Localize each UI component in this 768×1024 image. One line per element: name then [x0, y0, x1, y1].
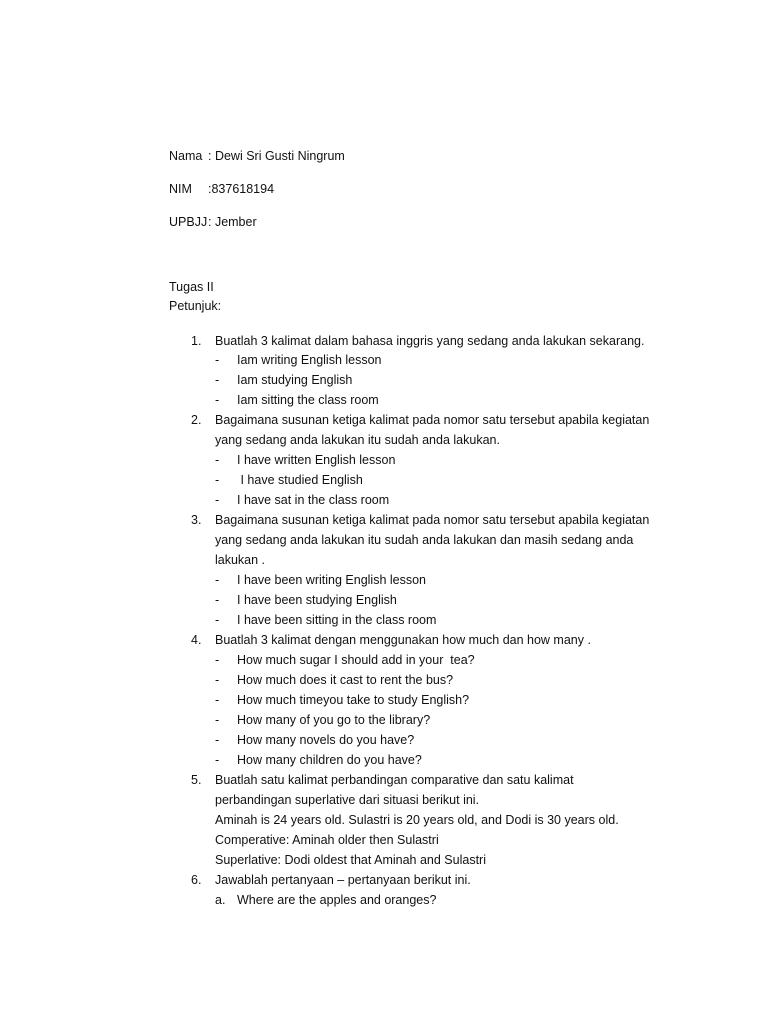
question-1-bullet: - — [215, 353, 220, 367]
question-5-answer: Superlative: Dodi oldest that Aminah and Sulastri — [215, 853, 486, 867]
question-2-answer: I have sat in the class room — [237, 493, 390, 507]
question-2-answer: I have written English lesson — [237, 453, 396, 467]
question-1-text: Buatlah 3 kalimat dalam bahasa inggris yang sedang anda lakukan sekarang. — [215, 334, 645, 348]
question-4-answer: How much sugar I should add in your tea? — [237, 653, 475, 667]
question-2-bullet: - — [215, 493, 220, 507]
question-4-bullet: - — [215, 673, 220, 687]
question-3-answer: I have been sitting in the class room — [237, 613, 437, 627]
question-3-bullet: - — [215, 573, 220, 587]
nama-value: : Dewi Sri Gusti Ningrum — [208, 149, 345, 163]
question-3-bullet: - — [215, 613, 220, 627]
question-2-text: yang sedang anda lakukan itu sudah anda lakukan. — [215, 433, 500, 447]
question-3-number: 3. — [191, 513, 202, 527]
question-4-bullet: - — [215, 713, 220, 727]
question-4-number: 4. — [191, 633, 202, 647]
question-3-text: lakukan . — [215, 553, 266, 567]
question-4-bullet: - — [215, 733, 220, 747]
question-6-number: 6. — [191, 873, 202, 887]
nama-label: Nama — [169, 149, 203, 163]
question-3-text: yang sedang anda lakukan itu sudah anda lakukan dan masih sedang anda — [215, 533, 634, 547]
question-1-number: 1. — [191, 334, 202, 348]
question-5-text: Aminah is 24 years old. Sulastri is 20 years old, and Dodi is 30 years old. — [215, 813, 619, 827]
question-1-answer: Iam studying English — [237, 373, 353, 387]
upbjj-value: : Jember — [208, 215, 257, 229]
nim-value: :837618194 — [208, 182, 275, 196]
document-title: Tugas II — [169, 280, 214, 294]
question-2-bullet: - — [215, 473, 220, 487]
question-2-number: 2. — [191, 413, 202, 427]
question-3-answer: I have been studying English — [237, 593, 397, 607]
question-4-bullet: - — [215, 753, 220, 767]
question-6-letter: a. — [215, 893, 226, 907]
question-4-answer: How much does it cast to rent the bus? — [237, 673, 454, 687]
document-subtitle: Petunjuk: — [169, 299, 222, 313]
question-6-text: Jawablah pertanyaan – pertanyaan berikut ini. — [215, 873, 471, 887]
question-5-answer: Comperative: Aminah older then Sulastri — [215, 833, 439, 847]
nim-label: NIM — [169, 182, 192, 196]
question-2-bullet: - — [215, 453, 220, 467]
question-3-text: Bagaimana susunan ketiga kalimat pada nomor satu tersebut apabila kegiatan — [215, 513, 650, 527]
question-5-text: perbandingan superlative dari situasi berikut ini. — [215, 793, 480, 807]
upbjj-label: UPBJJ — [169, 215, 208, 229]
question-4-bullet: - — [215, 653, 220, 667]
question-1-answer: Iam writing English lesson — [237, 353, 382, 367]
question-2-answer: I have studied English — [237, 473, 363, 487]
question-4-text: Buatlah 3 kalimat dengan menggunakan how much dan how many . — [215, 633, 591, 647]
question-4-answer: How many of you go to the library? — [237, 713, 431, 727]
question-4-answer: How many novels do you have? — [237, 733, 415, 747]
question-3-bullet: - — [215, 593, 220, 607]
question-3-answer: I have been writing English lesson — [237, 573, 427, 587]
question-5-number: 5. — [191, 773, 202, 787]
question-1-bullet: - — [215, 393, 220, 407]
question-1-answer: Iam sitting the class room — [237, 393, 379, 407]
question-5-text: Buatlah satu kalimat perbandingan comparative dan satu kalimat — [215, 773, 574, 787]
question-4-answer: How much timeyou take to study English? — [237, 693, 470, 707]
question-2-text: Bagaimana susunan ketiga kalimat pada nomor satu tersebut apabila kegiatan — [215, 413, 650, 427]
question-6-subquestion: Where are the apples and oranges? — [237, 893, 437, 907]
question-4-bullet: - — [215, 693, 220, 707]
question-4-answer: How many children do you have? — [237, 753, 422, 767]
question-1-bullet: - — [215, 373, 220, 387]
